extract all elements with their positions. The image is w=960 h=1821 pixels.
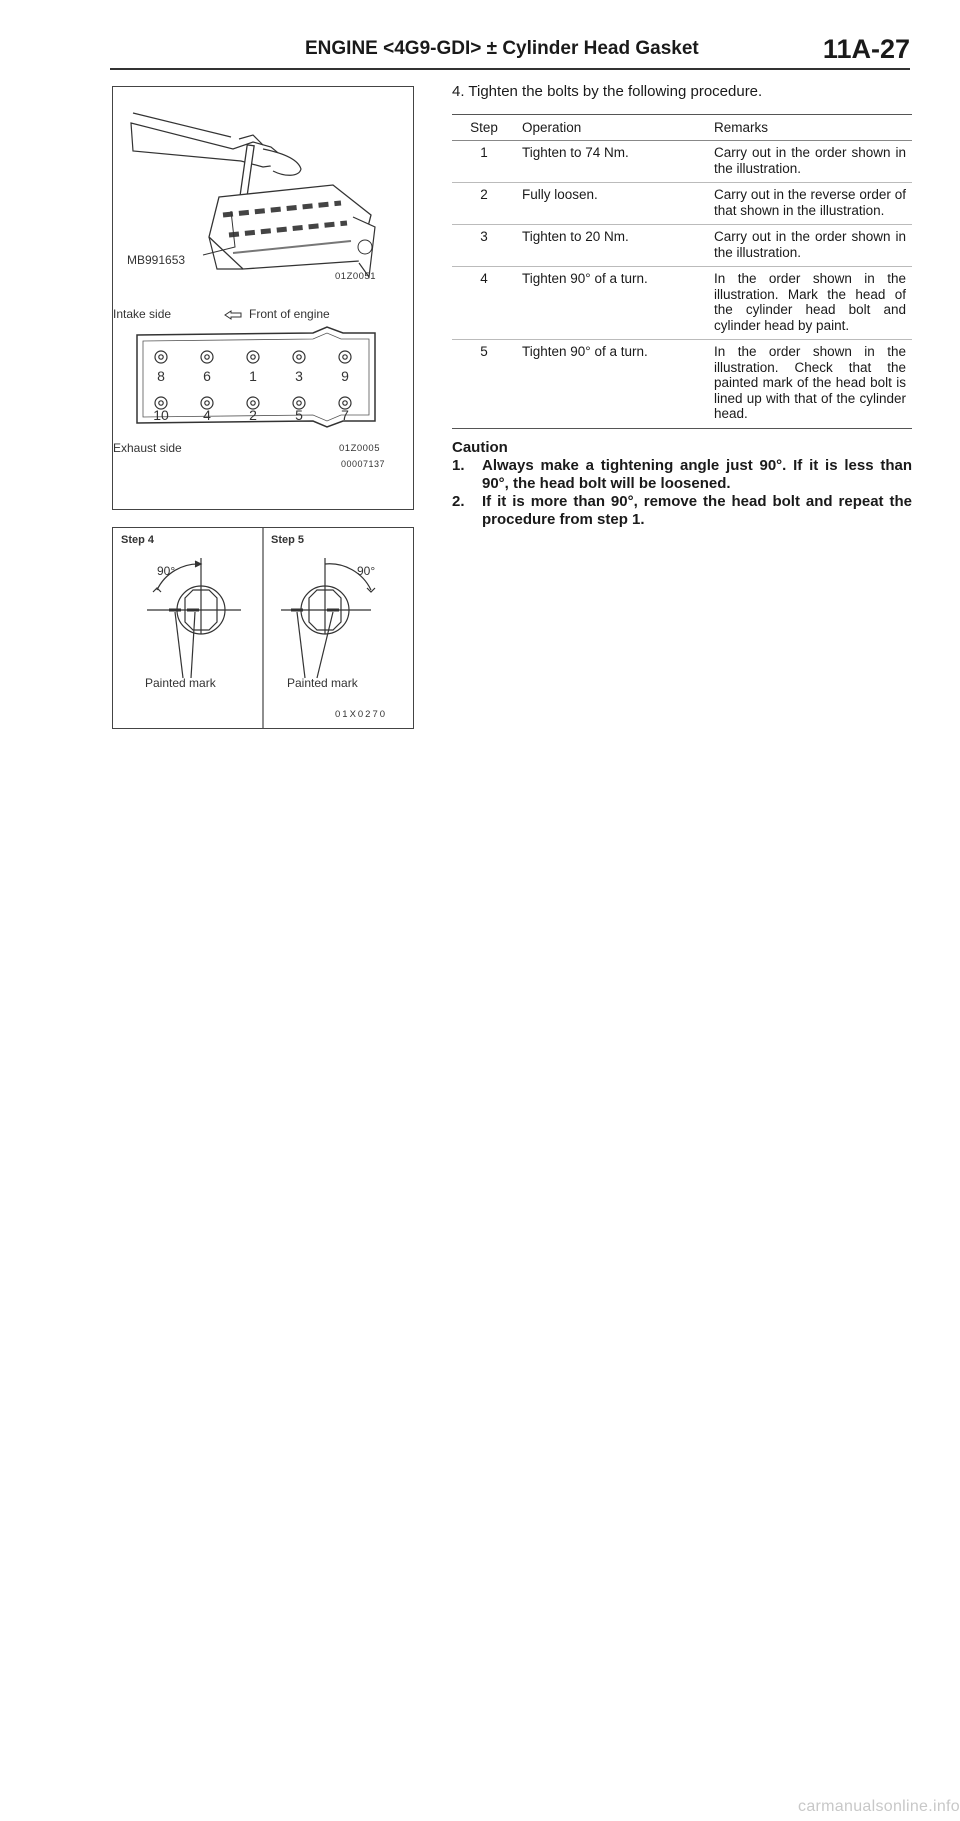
procedure-intro: 4. Tighten the bolts by the following procedure. xyxy=(452,83,763,100)
caution-item-number: 1. xyxy=(452,456,465,474)
bolt-order-number: 6 xyxy=(203,368,211,384)
figure-code: 01Z0005 xyxy=(339,443,381,454)
angle-label: 90° xyxy=(157,564,176,578)
step-5-label: Step 5 xyxy=(271,534,305,546)
painted-mark-label: Painted mark xyxy=(287,676,358,690)
caution-item-text: Always make a tightening angle just 90°. If it is less than 90°, the head bolt will be loosened. xyxy=(482,456,912,492)
remarks-cell: In the order shown in the illustration. Mark the head of the cylinder head bolt and cylinder head by paint. xyxy=(708,267,912,340)
caution-list xyxy=(452,457,912,529)
column-header: Operation xyxy=(516,115,708,141)
painted-mark-label: Painted mark xyxy=(145,676,216,690)
table-row xyxy=(452,225,912,267)
column-header: Remarks xyxy=(708,115,912,141)
operation-cell: Tighten to 74 Nm. xyxy=(516,141,708,183)
figure-code: 00007137 xyxy=(341,459,386,469)
table-row xyxy=(452,183,912,225)
figure-code: 01X0270 xyxy=(335,709,388,720)
remarks-cell: In the order shown in the illustration. Check that the painted mark of the head bolt is lined up with that of the cylinder head. xyxy=(708,340,912,429)
caution-item-number: 2. xyxy=(452,492,465,510)
step-cell: 3 xyxy=(452,225,516,267)
bolt-order-number: 2 xyxy=(249,407,257,423)
caution-block xyxy=(452,439,912,529)
caution-item-text: If it is more than 90°, remove the head bolt and repeat the procedure from step 1. xyxy=(482,492,912,528)
operation-cell: Tighten 90° of a turn. xyxy=(516,340,708,429)
page-number: 11A-27 xyxy=(822,34,910,64)
intake-side-label: Intake side xyxy=(113,307,172,321)
remarks-cell: Carry out in the order shown in the illustration. xyxy=(708,141,912,183)
bolt-order-number: 3 xyxy=(295,368,303,384)
table-header-row xyxy=(452,115,912,141)
section-title: ENGINE <4G9-GDI> ± Cylinder Head Gasket xyxy=(305,38,699,59)
watermark: carmanualsonline.info xyxy=(798,1798,960,1815)
caution-item xyxy=(452,457,912,493)
operation-cell: Fully loosen. xyxy=(516,183,708,225)
table-row xyxy=(452,141,912,183)
figure-code: 01Z0051 xyxy=(335,271,377,282)
angle-illustration xyxy=(113,528,413,728)
header-rule xyxy=(110,68,910,70)
remarks-cell: Carry out in the reverse order of that shown in the illustration. xyxy=(708,183,912,225)
table-row xyxy=(452,340,912,429)
procedure-table xyxy=(452,114,912,429)
bolt-order-number: 9 xyxy=(341,368,349,384)
bolt-order-number: 8 xyxy=(157,368,165,384)
remarks-cell: Carry out in the order shown in the illustration. xyxy=(708,225,912,267)
page-header xyxy=(110,34,910,70)
angle-label: 90° xyxy=(357,564,376,578)
step-cell: 4 xyxy=(452,267,516,340)
operation-cell: Tighten 90° of a turn. xyxy=(516,267,708,340)
tightening-sequence-figure xyxy=(112,86,414,510)
exhaust-side-label: Exhaust side xyxy=(113,441,182,455)
bolt-order-number: 7 xyxy=(341,407,349,423)
step-4-label: Step 4 xyxy=(121,534,155,546)
step-cell: 2 xyxy=(452,183,516,225)
column-header: Step xyxy=(452,115,516,141)
step-cell: 1 xyxy=(452,141,516,183)
caution-item xyxy=(452,493,912,529)
bolt-order-number: 5 xyxy=(295,407,303,423)
step-cell: 5 xyxy=(452,340,516,429)
operation-cell: Tighten to 20 Nm. xyxy=(516,225,708,267)
table-row xyxy=(452,267,912,340)
painted-mark-figure xyxy=(112,527,414,729)
bolt-order-number: 10 xyxy=(153,407,169,423)
front-of-engine-label: Front of engine xyxy=(249,307,330,321)
bolt-order-number: 1 xyxy=(249,368,257,384)
procedure-content xyxy=(452,83,912,529)
bolt-order-number: 4 xyxy=(203,407,211,423)
tool-label: MB991653 xyxy=(127,253,186,267)
caution-title: Caution xyxy=(452,438,508,456)
